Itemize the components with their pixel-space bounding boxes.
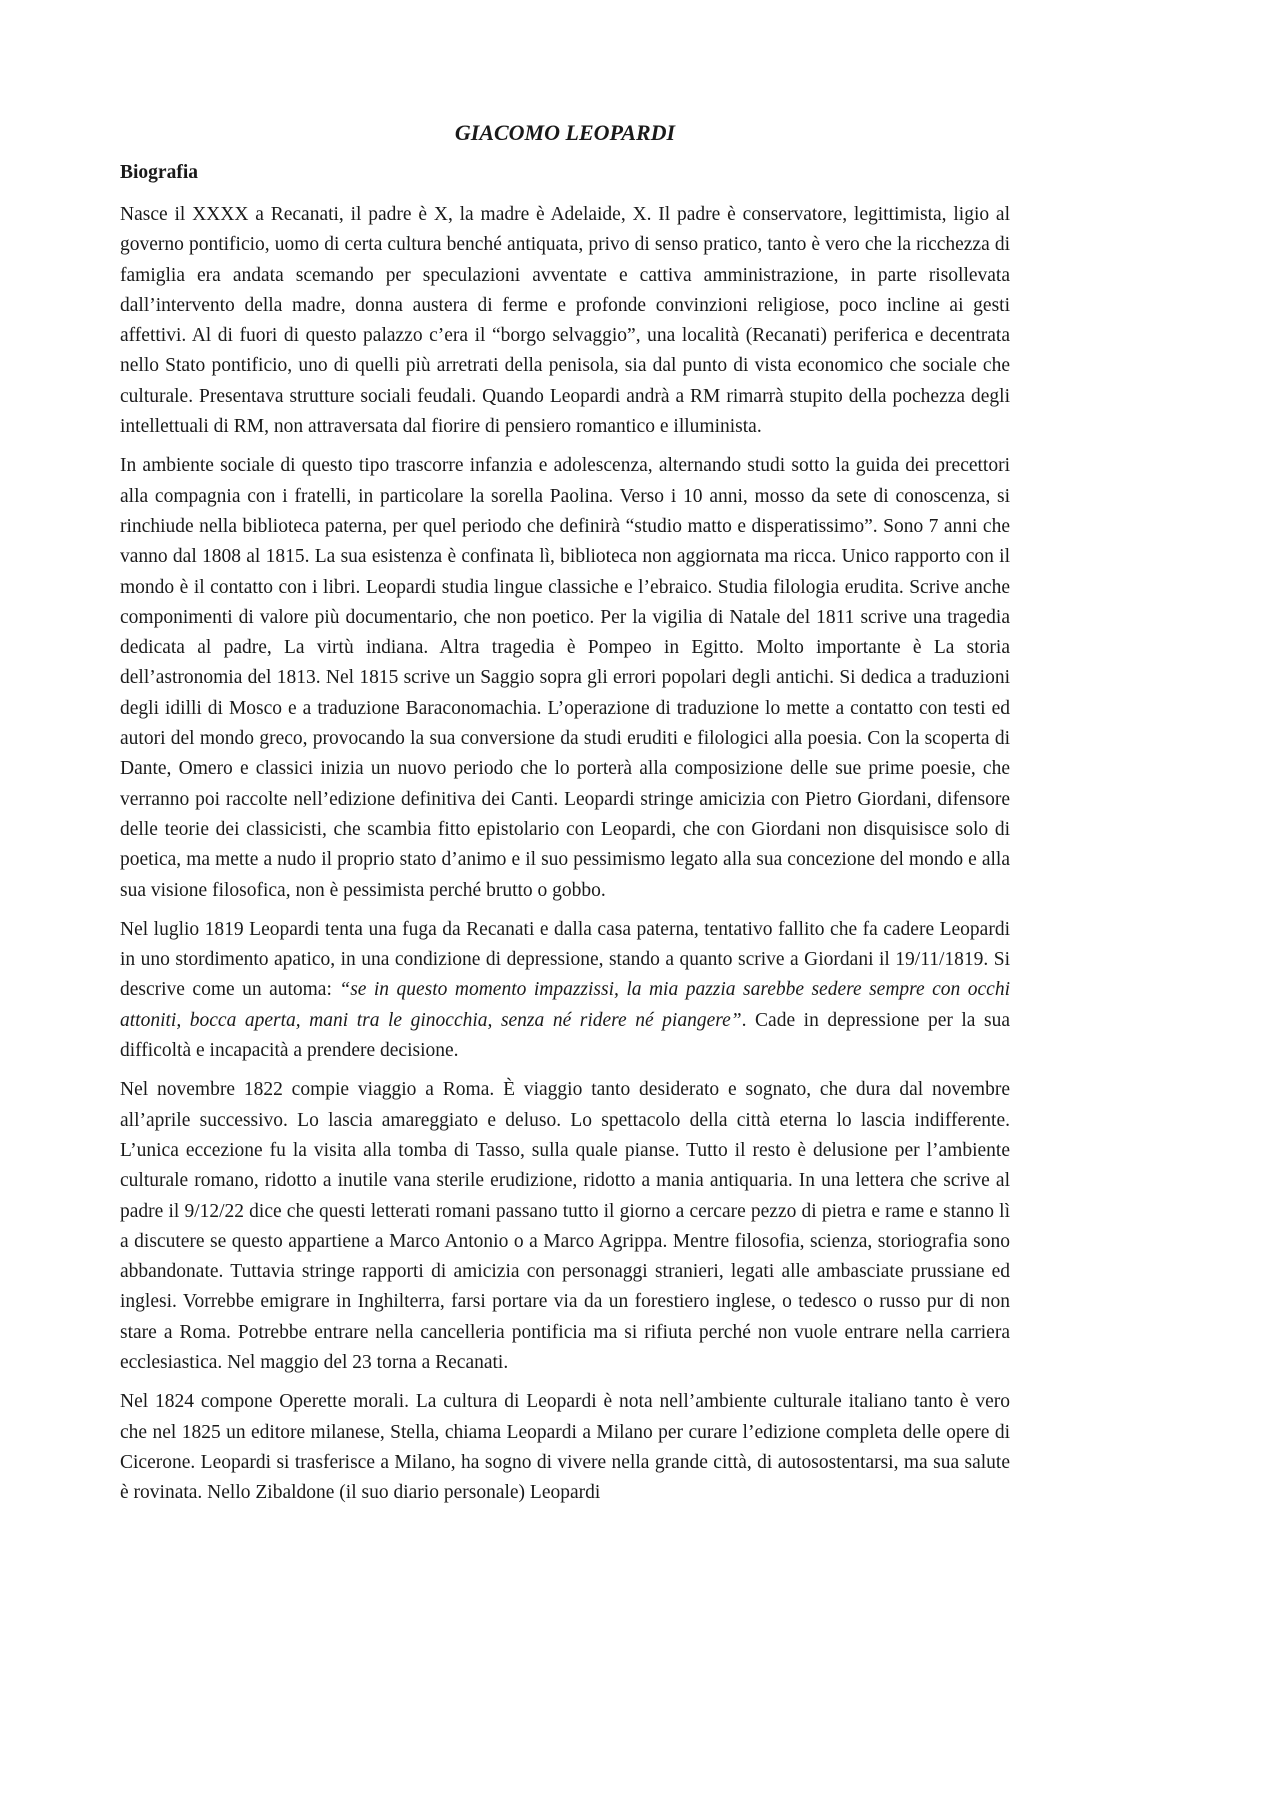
paragraph-4: Nel novembre 1822 compie viaggio a Roma. È viaggio tanto desiderato e sognato, che dura dal novembre all’aprile successivo. Lo lascia amareggiato e deluso. Lo spettacolo della città eterna lo lascia indifferente. L’unica eccezione fu la visita alla tomba di Tasso, sulla quale pianse. Tutto il resto è delusione per l’ambiente culturale romano, ridotto a inutile vana sterile erudizione, ridotto a mania antiquaria. In una lettera che scrive al padre il 9/12/22 dice che questi letterati romani passano tutto il giorno a cercare pezzo di pietra e rame e stanno lì a discutere se questo appartiene a Marco Antonio o a Marco Agrippa. Mentre filosofia, scienza, storiografia sono abbandonate. Tuttavia stringe rapporti di amicizia con personaggi stranieri, legati alle ambasciate prussiane ed inglesi. Vorrebbe emigrare in Inghilterra, farsi portare via da un forestiero inglese, o tedesco o russo pur di non stare a Roma. Potrebbe entrare nella cancelleria pontificia ma si rifiuta perché non vuole entrare nella carriera ecclesiastica. Nel maggio del 23 torna a Recanati. [120,1079,1010,1373]
paragraph-3-text-end: . Cade in depressione per la sua difficoltà e incapacità a prendere decisione. [120,1009,1010,1062]
paragraph-3-quote: “se in questo momento impazzissi, la mia pazzia sarebbe sedere sempre con occhi attoniti, bocca aperta, mani tra le ginocchia, senza né ridere né piangere” [120,979,1010,1031]
paragraph-3 [120,915,1010,1066]
paragraph-1: Nasce il XXXX a Recanati, il padre è X, la madre è Adelaide, X. Il padre è conservatore, legittimista, ligio al governo pontificio, uomo di certa cultura benché antiquata, privo di senso pratico, tanto è vero che la ricchezza di famiglia era andata scemando per speculazioni avventate e cattiva amministrazione, in parte risollevata dall’intervento della madre, donna austera di ferme e profonde convinzioni religiose, poco incline ai gesti affettivi. Al di fuori di questo palazzo c’era il “borgo selvaggio”, una località (Recanati) periferica e decentrata nello Stato pontificio, uno di quelli più arretrati della penisola, sia dal punto di vista economico che sociale che culturale. Presentava strutture sociali feudali. Quando Leopardi andrà a RM rimarrà stupito della pochezza degli intellettuali di RM, non attraversata dal fiorire di pensiero romantico e illuminista. [120,204,1010,438]
paragraph-3-text-start: Nel luglio 1819 Leopardi tenta una fuga da Recanati e dalla casa paterna, tentativo fallito che fa cadere Leopardi in uno stordimento apatico, in una condizione di depressione, stando a quanto scrive a Giordani il 19/11/1819. Si descrive come un automa: [120,918,1010,1001]
document-page [120,118,1010,1517]
paragraph-2: In ambiente sociale di questo tipo trascorre infanzia e adolescenza, alternando studi sotto la guida dei precettori alla compagnia con i fratelli, in particolare la sorella Paolina. Verso i 10 anni, mosso da sete di conoscenza, si rinchiude nella biblioteca paterna, per quel periodo che definirà “studio matto e disperatissimo”. Sono 7 anni che vanno dal 1808 al 1815. La sua esistenza è confinata lì, biblioteca non aggiornata ma ricca. Unico rapporto con il mondo è il contatto con i libri. Leopardi studia lingue classiche e l’ebraico. Studia filologia erudita. Scrive anche componimenti di valore più documentario, che non poetico. Per la vigilia di Natale del 1811 scrive una tragedia dedicata al padre, La virtù indiana. Altra tragedia è Pompeo in Egitto. Molto importante è La storia dell’astronomia del 1813. Nel 1815 scrive un Saggio sopra gli errori popolari degli antichi. Si dedica a traduzioni degli idilli di Mosco e a traduzione Baraconomachia. L’operazione di traduzione lo mette a contatto con testi ed autori del mondo greco, provocando la sua conversione da studi eruditi e filologici alla poesia. Con la scoperta di Dante, Omero e classici inizia un nuovo periodo che lo porterà alla composizione delle sue prime poesie, che verranno poi raccolte nell’edizione definitiva dei Canti. Leopardi stringe amicizia con Pietro Giordani, difensore delle teorie dei classicisti, che scambia fitto epistolario con Leopardi, che con Giordani non disquisisce solo di poetica, ma mette a nudo il proprio stato d’animo e il suo pessimismo legato alla sua concezione del mondo e alla sua visione filosofica, non è pessimista perché brutto o gobbo. [120,455,1010,901]
paragraph-5: Nel 1824 compone Operette morali. La cultura di Leopardi è nota nell’ambiente culturale italiano tanto è vero che nel 1825 un editore milanese, Stella, chiama Leopardi a Milano per curare l’edizione completa delle opere di Cicerone. Leopardi si trasferisce a Milano, ha sogno di vivere nella grande città, di autosostentarsi, ma sua salute è rovinata. Nello Zibaldone (il suo diario personale) Leopardi [120,1391,1010,1504]
document-title: GIACOMO LEOPARDI [454,120,676,145]
section-heading-biografia: Biografia [120,162,198,183]
